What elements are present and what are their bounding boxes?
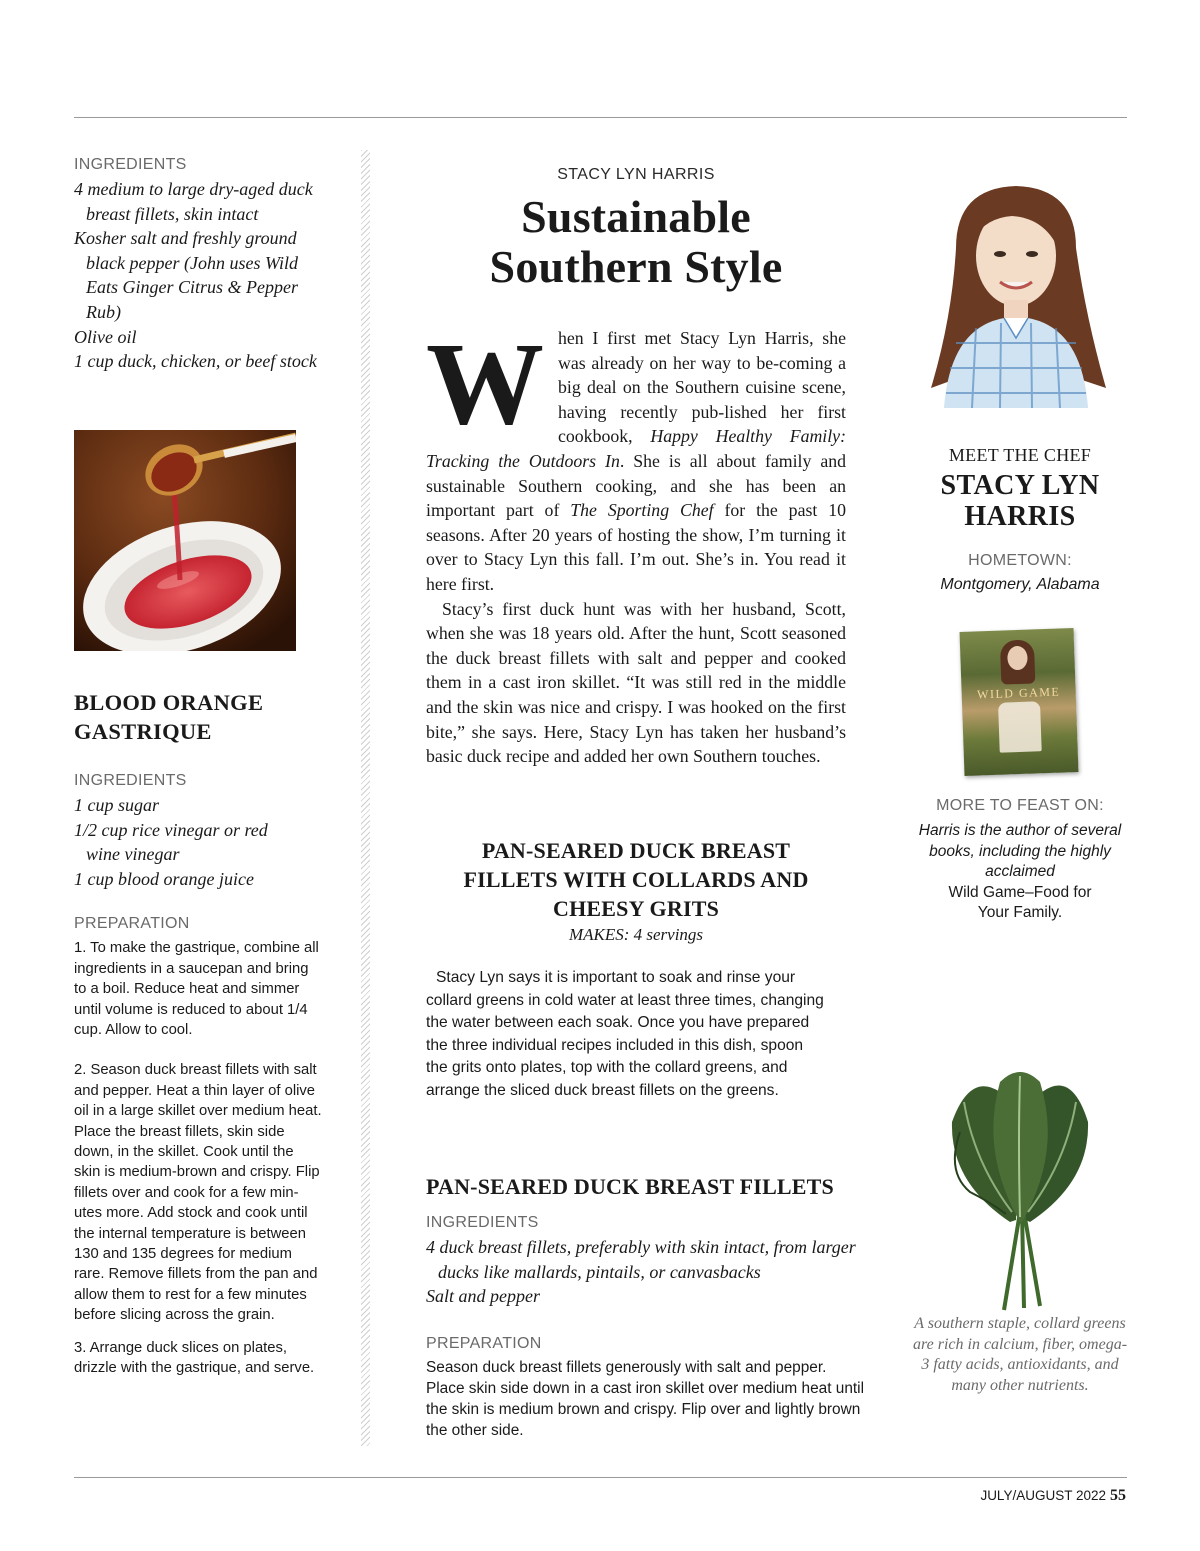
column-divider bbox=[361, 150, 370, 1446]
recipe-note-text: Stacy Lyn says it is important to soak and rinse your collard greens in cold water at least three times, changing the water between each soak. Once you have prepared the three individual recipes included in this dish, spoon the grits onto plates, top with the collard greens, and arrange the sliced duck breast fillets on the greens. bbox=[426, 969, 824, 1099]
ingredient-item: Olive oil bbox=[74, 326, 137, 347]
p1-text: for the past 10 seasons. After 20 years of hosting the show, I’m turning it over to Stacy Lyn this fall. I’m out. She’s in. You read it here first. bbox=[426, 500, 846, 594]
ingredient-item: 1/2 cup rice vinegar or red wine vinegar bbox=[74, 819, 268, 865]
duck-ingredients-block bbox=[74, 156, 324, 374]
article-paragraph: Stacy’s first duck hunt was with her husband, Scott, when she was 18 years old. After the hunt, Scott seasoned the duck breast fillets with salt and pepper and cooked them in a cast iron skillet. “It was still red in the middle and the skin was nice and crispy. I was hooked on the first bite,” she says. Here, Stacy Lyn has taken her husband’s basic duck recipe and added her own Southern touches. bbox=[426, 598, 846, 767]
show-title: The Sporting Chef bbox=[570, 500, 714, 521]
drop-cap: W bbox=[426, 318, 544, 449]
preparation-label: PREPARATION bbox=[426, 1334, 542, 1352]
chef-name-line: HARRIS bbox=[964, 501, 1076, 532]
collard-greens-photo bbox=[940, 1062, 1100, 1312]
title-line: Southern Style bbox=[489, 241, 783, 292]
title-line: Sustainable bbox=[521, 191, 751, 242]
ingredient-item: 1 cup sugar bbox=[74, 795, 159, 815]
ingredients-label: INGREDIENTS bbox=[74, 772, 187, 789]
more-to-feast bbox=[905, 797, 1135, 924]
preparation-label: PREPARATION bbox=[74, 915, 190, 933]
recipe-title: PAN-SEARED DUCK BREAST FILLETS WITH COLLARDS AND CHEESY GRITS bbox=[463, 838, 809, 921]
article-title bbox=[426, 192, 846, 292]
article-body bbox=[426, 318, 847, 769]
ingredients-label: INGREDIENTS bbox=[74, 156, 187, 173]
p1-text: . She is all about family and sustainable Southern cooking, and she has been an important part of bbox=[426, 450, 847, 521]
book-title-text: WILD GAME bbox=[976, 684, 1061, 702]
bottom-rule bbox=[74, 1477, 1127, 1478]
meet-label: MEET THE CHEF bbox=[948, 445, 1092, 465]
top-rule bbox=[74, 117, 1127, 118]
chef-name bbox=[905, 470, 1135, 532]
ingredient-item: Salt and pepper bbox=[426, 1286, 540, 1307]
fillets-title: PAN-SEARED DUCK BREAST FILLETS bbox=[426, 1174, 834, 1199]
meet-the-chef bbox=[905, 445, 1135, 594]
caption-text: A southern staple, collard greens are rich in calcium, fiber, omega-3 fatty acids, antioxidants, and many other nutrients. bbox=[912, 1315, 1128, 1394]
p1-text: hen I first met Stacy Lyn Harris, she was already on her way to be-coming a big deal on the Southern cuisine scene, having recently pub-lished her first cookbook, bbox=[558, 328, 846, 447]
chef-illustration bbox=[916, 178, 1126, 408]
issue-date: JULY/AUGUST 2022 bbox=[980, 1488, 1106, 1503]
more-book: Wild Game–Food for Your Family. bbox=[948, 883, 1092, 921]
ingredients-list bbox=[426, 1235, 866, 1309]
ingredient-item: Kosher salt and freshly ground black pepper (John uses Wild Eats Ginger Citrus & Pepper Rub) bbox=[74, 228, 298, 322]
ingredient-item: 1 cup duck, chicken, or beef stock bbox=[74, 351, 317, 372]
ingredients-label: INGREDIENTS bbox=[426, 1214, 539, 1231]
article-paragraph bbox=[426, 318, 847, 597]
more-italic: Harris is the author of several books, including the highly acclaimed bbox=[918, 822, 1122, 880]
recipe-note bbox=[426, 967, 826, 1103]
recipe-header bbox=[426, 836, 846, 945]
fillets-recipe bbox=[426, 1174, 866, 1442]
ingredient-item: 4 duck breast fillets, preferably with skin intact, from larger ducks like mallards, pintails, or canvasbacks bbox=[426, 1237, 856, 1282]
prep-step: 3. Arrange duck slices on plates, drizzle with the gastrique, and serve. bbox=[74, 1339, 315, 1377]
ingredients-list bbox=[74, 177, 324, 374]
fillets-preparation: Season duck breast fillets generously with salt and pepper. Place skin side down in a cast iron skillet over medium heat until the skin is medium brown and crispy. Flip over and lightly brown the other side. bbox=[426, 1358, 864, 1440]
book-dress bbox=[998, 701, 1042, 752]
prep-step: 1. To make the gastrique, combine all ingredients in a saucepan and bring to a boil. Reduce heat and simmer until volume is reduced to about 1/4 cup. Allow to cool. bbox=[74, 940, 319, 1038]
book-cover bbox=[960, 628, 1079, 776]
greens-caption bbox=[905, 1314, 1135, 1396]
more-text bbox=[905, 821, 1135, 924]
recipe-yield: MAKES: 4 servings bbox=[568, 925, 704, 944]
more-label: MORE TO FEAST ON: bbox=[936, 797, 1104, 814]
article-kicker: STACY LYN HARRIS bbox=[557, 166, 715, 183]
gastrique-title: BLOOD ORANGE GASTRIQUE bbox=[74, 690, 264, 744]
gastrique-block bbox=[74, 772, 324, 1379]
ingredient-item: 1 cup blood orange juice bbox=[74, 868, 254, 889]
chef-name-line: STACY LYN bbox=[940, 470, 1100, 501]
book-title: Happy Healthy Family: Tracking the Outdoors In bbox=[426, 426, 846, 471]
ingredient-item: 4 medium to large dry-aged duck breast fillets, skin intact bbox=[74, 179, 313, 224]
page-footer bbox=[980, 1487, 1126, 1505]
article-header bbox=[426, 166, 846, 292]
gastrique-photo bbox=[74, 430, 296, 651]
hometown-value: Montgomery, Alabama bbox=[940, 576, 1100, 593]
hometown-label: HOMETOWN: bbox=[968, 552, 1072, 569]
prep-step: 2. Season duck breast fillets with salt and pepper. Heat a thin layer of olive oil in a large skillet over medium heat. Place the breast fillets, skin side down, in the skillet. Cook until the skin is medium-brown and crispy. Flip fillets over and cook for a few min-utes more. Add stock and cook until the internal temperature is between 130 and 135 degrees for medium rare. Remove fillets from the pan and allow them to rest for a few minutes before slicing across the grain. bbox=[74, 1062, 322, 1324]
page-number: 55 bbox=[1110, 1487, 1126, 1504]
ingredients-list bbox=[74, 793, 324, 891]
